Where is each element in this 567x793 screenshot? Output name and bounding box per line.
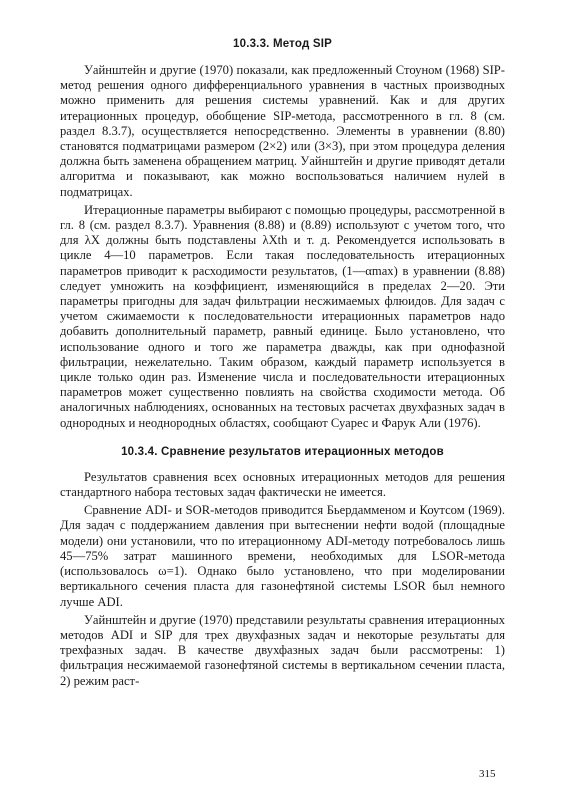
paragraph: Уайнштейн и другие (1970) показали, как предложенный Стоуном (1968) SIP-метод решения одного дифференциального уравнения в частных производных можно применить для решения системы уравнений. Как и для других итерационных процедур, обобщение SIP-метода, рассмотренного в гл. 8 (см. раздел 8.3.7), осуществляется непосредственно. Элементы в уравнении (8.80) становятся подматрицами размером (2×2) или (3×3), при этом процедура деления должна быть заменена обращением матриц. Уайнштейн и другие приводят детали алгоритма и показывают, как можно воспользоваться наличием нулей в подматрицах. — [60, 63, 505, 199]
page-number: 315 — [479, 768, 496, 780]
page-body — [60, 38, 505, 692]
paragraph: Результатов сравнения всех основных итерационных методов для решения стандартного набора тестовых задач фактически не имеется. — [60, 469, 505, 500]
paragraph: Сравнение ADI- и SOR-методов приводится Бьердамменом и Коутсом (1969). Для задач с поддержанием давления при вытеснении нефти водой (площадные модели) они установили, что по итерационному ADI-методу потребовалось лишь 45—75% затрат машинного времени, необходимых для LSOR-метода (использовалось ω=1). Однако было установлено, что при моделировании вертикального сечения пласта для газонефтяной системы LSOR был немного лучше ADI. — [60, 503, 505, 609]
paragraph: Итерационные параметры выбирают с помощью процедуры, рассмотренной в гл. 8 (см. раздел 8.3.7). Уравнения (8.88) и (8.89) используют с учетом того, что для λX должны быть подставлены λXth и т. д. Рекомендуется использовать в цикле 4—10 параметров. Если такая последовательность итерационных параметров приводит к расходимости результатов, (1—αmax) в уравнении (8.88) следует умножить на коэффициент, изменяющийся в пределах 2—20. Эти параметры пригодны для задач фильтрации несжимаемых флюидов. Для задач с учетом сжимаемости к последовательности итерационных параметров надо добавить дополнительный параметр, равный единице. Было установлено, что использование одного и того же параметра дважды, как при однофазной фильтрации, нежелательно. Таким образом, каждый параметр используется в цикле только один раз. Изменение числа и последовательности итерационных параметров может существенно повлиять на свойства сходимости метода. Об аналогичных наблюдениях, основанных на тестовых расчетах двухфазных задач в однородных и неоднородных областях, сообщают Суарес и Фарук Али (1976). — [60, 202, 505, 430]
section-heading-sip: 10.3.3. Метод SIP — [233, 38, 332, 50]
section-heading-comparison: 10.3.4. Сравнение результатов итерационных методов — [121, 445, 444, 458]
paragraph: Уайнштейн и другие (1970) представили результаты сравнения итерационных методов ADI и SIP для трех двухфазных задач и некоторые результаты для трехфазных задач. В качестве двухфазных задач были рассмотрены: 1) фильтрация несжимаемой газонефтяной системы в вертикальном сечении пласта, 2) режим раст- — [60, 612, 505, 688]
